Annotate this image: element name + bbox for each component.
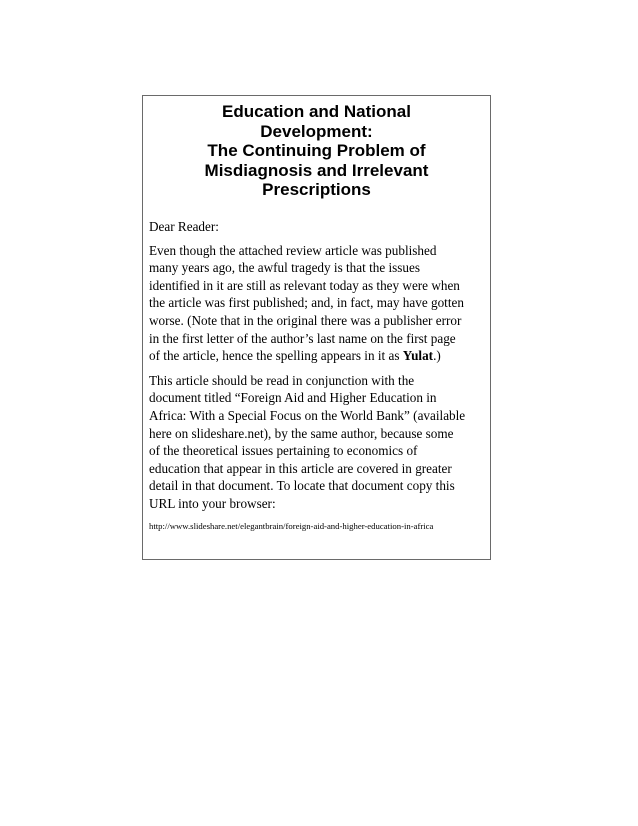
letter-body — [149, 218, 487, 532]
paragraph-line: of the theoretical issues pertaining to economics of — [149, 443, 418, 459]
paragraph-line: document titled “Foreign Aid and Higher Education in — [149, 390, 437, 406]
paragraph-line — [149, 347, 487, 365]
paragraph-line: here on slideshare.net), by the same author, because some — [149, 425, 454, 441]
title-line: The Continuing Problem of — [207, 141, 426, 161]
paragraph-line: This article should be read in conjunction with the — [149, 372, 415, 388]
paragraph-line: Even though the attached review article was published — [149, 242, 437, 258]
line-text: .) — [433, 348, 441, 364]
paragraph-line: worse. (Note that in the original there was a publisher error — [149, 312, 462, 328]
paragraph-line: the article was first published; and, in fact, may have gotten — [149, 295, 464, 311]
paragraph-line: detail in that document. To locate that document copy this — [149, 478, 455, 494]
title-line: Prescriptions — [262, 180, 371, 200]
title-line: Misdiagnosis and Irrelevant — [204, 160, 429, 180]
paragraph-line: many years ago, the awful tragedy is that the issues — [149, 260, 421, 276]
paragraph-line: education that appear in this article are covered in greater — [149, 460, 452, 476]
greeting: Dear Reader: — [149, 219, 219, 234]
line-text: of the article, hence the spelling appears in it as — [149, 348, 403, 364]
paragraph-reference — [149, 372, 487, 513]
title-line: Education and National — [222, 102, 411, 121]
paragraph-line: in the first letter of the author’s last name on the first page — [149, 330, 456, 346]
document-title — [143, 102, 490, 200]
title-line: Development: — [260, 121, 373, 141]
paragraph-line: identified in it are still as relevant today as they were when — [149, 277, 460, 293]
author-name-bold: Yulat — [402, 348, 434, 364]
slideshare-url[interactable]: http://www.slideshare.net/elegantbrain/foreign-aid-and-higher-education-in-africa — [149, 520, 434, 531]
document-frame — [142, 95, 491, 560]
paragraph-note — [149, 242, 487, 365]
paragraph-line: Africa: With a Special Focus on the World Bank” (available — [149, 407, 466, 423]
paragraph-line: URL into your browser: — [149, 495, 276, 511]
